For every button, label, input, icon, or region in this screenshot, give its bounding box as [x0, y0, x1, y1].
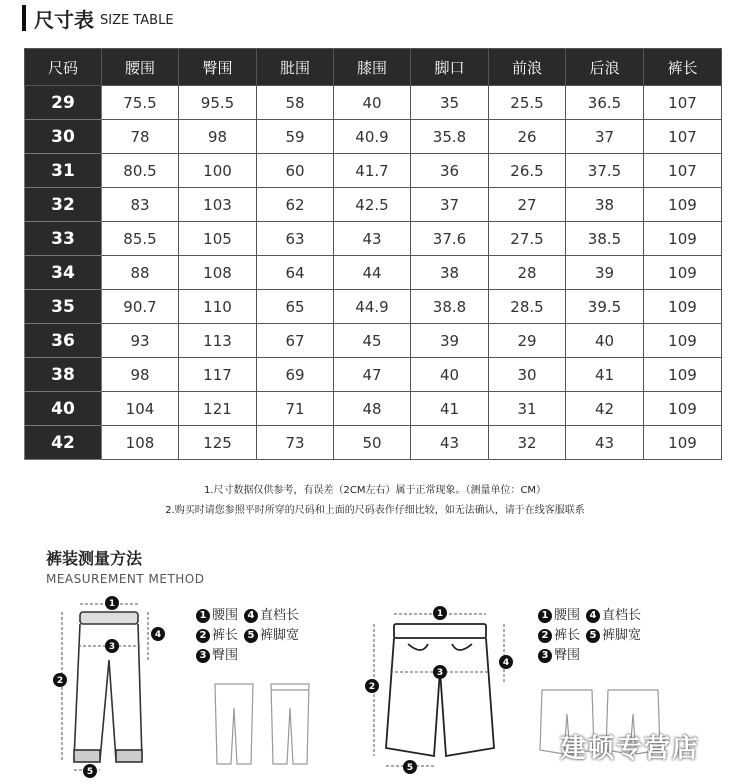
table-cell: 38	[566, 188, 644, 222]
table-cell: 28.5	[489, 290, 566, 324]
table-cell: 38.5	[566, 222, 644, 256]
table-cell: 42.5	[334, 188, 411, 222]
table-cell: 32	[489, 426, 566, 460]
table-cell: 109	[644, 290, 722, 324]
size-table	[24, 48, 722, 460]
table-cell: 78	[102, 120, 179, 154]
table-cell: 38.8	[411, 290, 489, 324]
table-cell: 37	[566, 120, 644, 154]
table-cell: 88	[102, 256, 179, 290]
table-cell: 75.5	[102, 86, 179, 120]
table-cell: 80.5	[102, 154, 179, 188]
table-cell: 41	[566, 358, 644, 392]
title-en: SIZE TABLE	[100, 13, 174, 28]
table-cell: 105	[179, 222, 257, 256]
table-cell: 40	[411, 358, 489, 392]
title-bar	[22, 5, 26, 31]
legend-item: 2 裤长	[196, 626, 238, 646]
table-cell: 59	[257, 120, 334, 154]
legend-item: 4 直档长	[586, 606, 641, 626]
table-row	[25, 358, 722, 392]
column-header: 后浪	[566, 49, 644, 86]
table-cell: 35.8	[411, 120, 489, 154]
table-cell: 43	[334, 222, 411, 256]
table-cell: 103	[179, 188, 257, 222]
column-header: 前浪	[489, 49, 566, 86]
column-header: 脚口	[411, 49, 489, 86]
table-cell: 27	[489, 188, 566, 222]
table-cell: 107	[644, 154, 722, 188]
table-cell: 26.5	[489, 154, 566, 188]
svg-text:2: 2	[368, 682, 376, 692]
size-cell: 29	[25, 86, 102, 120]
table-cell: 107	[644, 86, 722, 120]
table-cell: 109	[644, 358, 722, 392]
long-pants-diagram	[40, 590, 180, 780]
store-watermark: 建顿专营店	[560, 734, 701, 764]
legend-right	[538, 606, 641, 666]
table-row	[25, 188, 722, 222]
table-cell: 125	[179, 426, 257, 460]
size-cell: 38	[25, 358, 102, 392]
size-cell: 31	[25, 154, 102, 188]
table-cell: 62	[257, 188, 334, 222]
svg-text:5: 5	[406, 763, 414, 773]
table-cell: 63	[257, 222, 334, 256]
table-cell: 109	[644, 222, 722, 256]
table-cell: 109	[644, 256, 722, 290]
table-cell: 44	[334, 256, 411, 290]
table-cell: 67	[257, 324, 334, 358]
table-cell: 73	[257, 426, 334, 460]
table-cell: 50	[334, 426, 411, 460]
table-cell: 65	[257, 290, 334, 324]
svg-text:5: 5	[86, 767, 94, 777]
table-cell: 109	[644, 392, 722, 426]
legend-item: 3 臀围	[538, 646, 580, 666]
table-cell: 38	[411, 256, 489, 290]
table-cell: 25.5	[489, 86, 566, 120]
table-row	[25, 120, 722, 154]
table-cell: 109	[644, 426, 722, 460]
table-cell: 108	[102, 426, 179, 460]
table-row	[25, 86, 722, 120]
table-cell: 28	[489, 256, 566, 290]
table-cell: 31	[489, 392, 566, 426]
table-cell: 90.7	[102, 290, 179, 324]
size-cell: 34	[25, 256, 102, 290]
svg-text:1: 1	[108, 599, 116, 609]
table-cell: 113	[179, 324, 257, 358]
table-row	[25, 256, 722, 290]
table-cell: 39	[411, 324, 489, 358]
table-cell: 64	[257, 256, 334, 290]
table-cell: 39	[566, 256, 644, 290]
legend-item: 1 腰围	[196, 606, 238, 626]
table-cell: 47	[334, 358, 411, 392]
legend-item: 3 臀围	[196, 646, 238, 666]
measurement-title: 裤装测量方法	[46, 549, 143, 568]
size-cell: 40	[25, 392, 102, 426]
column-header: 腰围	[102, 49, 179, 86]
table-cell: 109	[644, 324, 722, 358]
table-cell: 41.7	[334, 154, 411, 188]
column-header: 肶围	[257, 49, 334, 86]
table-cell: 71	[257, 392, 334, 426]
column-header: 膝围	[334, 49, 411, 86]
column-header: 臀围	[179, 49, 257, 86]
table-cell: 104	[102, 392, 179, 426]
table-cell: 100	[179, 154, 257, 188]
table-cell: 42	[566, 392, 644, 426]
svg-text:3: 3	[108, 642, 116, 652]
svg-text:1: 1	[436, 609, 444, 619]
table-cell: 43	[566, 426, 644, 460]
table-cell: 41	[411, 392, 489, 426]
table-cell: 37.6	[411, 222, 489, 256]
note-2: 2.购买时请您参照平时所穿的尺码和上面的尺码表作仔细比较，如无法确认，请于在线客服联系	[165, 505, 585, 516]
table-cell: 26	[489, 120, 566, 154]
legend-left	[196, 606, 299, 666]
table-cell: 117	[179, 358, 257, 392]
table-cell: 60	[257, 154, 334, 188]
table-cell: 43	[411, 426, 489, 460]
size-cell: 35	[25, 290, 102, 324]
size-table-title	[22, 4, 174, 32]
legend-item: 5 裤脚宽	[244, 626, 299, 646]
size-cell: 36	[25, 324, 102, 358]
measurement-subtitle: MEASUREMENT METHOD	[46, 572, 205, 586]
table-cell: 40.9	[334, 120, 411, 154]
svg-text:4: 4	[502, 658, 510, 668]
table-cell: 27.5	[489, 222, 566, 256]
svg-text:2: 2	[56, 676, 64, 686]
table-row	[25, 426, 722, 460]
table-cell: 109	[644, 188, 722, 222]
table-cell: 108	[179, 256, 257, 290]
table-cell: 36	[411, 154, 489, 188]
note-1: 1.尺寸数据仅供参考，有误差（2CM左右）属于正常现象。（测量单位：CM）	[203, 485, 547, 496]
table-cell: 30	[489, 358, 566, 392]
table-cell: 48	[334, 392, 411, 426]
table-cell: 98	[179, 120, 257, 154]
table-cell: 107	[644, 120, 722, 154]
table-cell: 35	[411, 86, 489, 120]
table-cell: 40	[566, 324, 644, 358]
table-cell: 110	[179, 290, 257, 324]
svg-text:3: 3	[436, 668, 444, 678]
table-cell: 39.5	[566, 290, 644, 324]
table-row	[25, 392, 722, 426]
table-cell: 69	[257, 358, 334, 392]
table-cell: 37.5	[566, 154, 644, 188]
column-header: 裤长	[644, 49, 722, 86]
table-cell: 121	[179, 392, 257, 426]
table-cell: 44.9	[334, 290, 411, 324]
table-row	[25, 324, 722, 358]
table-row	[25, 222, 722, 256]
table-cell: 85.5	[102, 222, 179, 256]
size-cell: 32	[25, 188, 102, 222]
size-cell: 30	[25, 120, 102, 154]
table-cell: 36.5	[566, 86, 644, 120]
legend-item: 2 裤长	[538, 626, 580, 646]
table-row	[25, 154, 722, 188]
size-cell: 42	[25, 426, 102, 460]
table-cell: 58	[257, 86, 334, 120]
table-cell: 83	[102, 188, 179, 222]
table-cell: 95.5	[179, 86, 257, 120]
shorts-diagram	[356, 600, 526, 780]
table-header-row	[25, 49, 722, 86]
table-cell: 29	[489, 324, 566, 358]
table-cell: 93	[102, 324, 179, 358]
column-header: 尺码	[25, 49, 102, 86]
title-cn: 尺寸表	[34, 7, 94, 32]
pants-thumbnails	[205, 678, 325, 770]
legend-item: 5 裤脚宽	[586, 626, 641, 646]
table-cell: 45	[334, 324, 411, 358]
legend-item: 1 腰围	[538, 606, 580, 626]
size-cell: 33	[25, 222, 102, 256]
table-cell: 98	[102, 358, 179, 392]
table-cell: 37	[411, 188, 489, 222]
svg-text:4: 4	[154, 630, 162, 640]
table-row	[25, 290, 722, 324]
legend-item: 4 直档长	[244, 606, 299, 626]
table-cell: 40	[334, 86, 411, 120]
